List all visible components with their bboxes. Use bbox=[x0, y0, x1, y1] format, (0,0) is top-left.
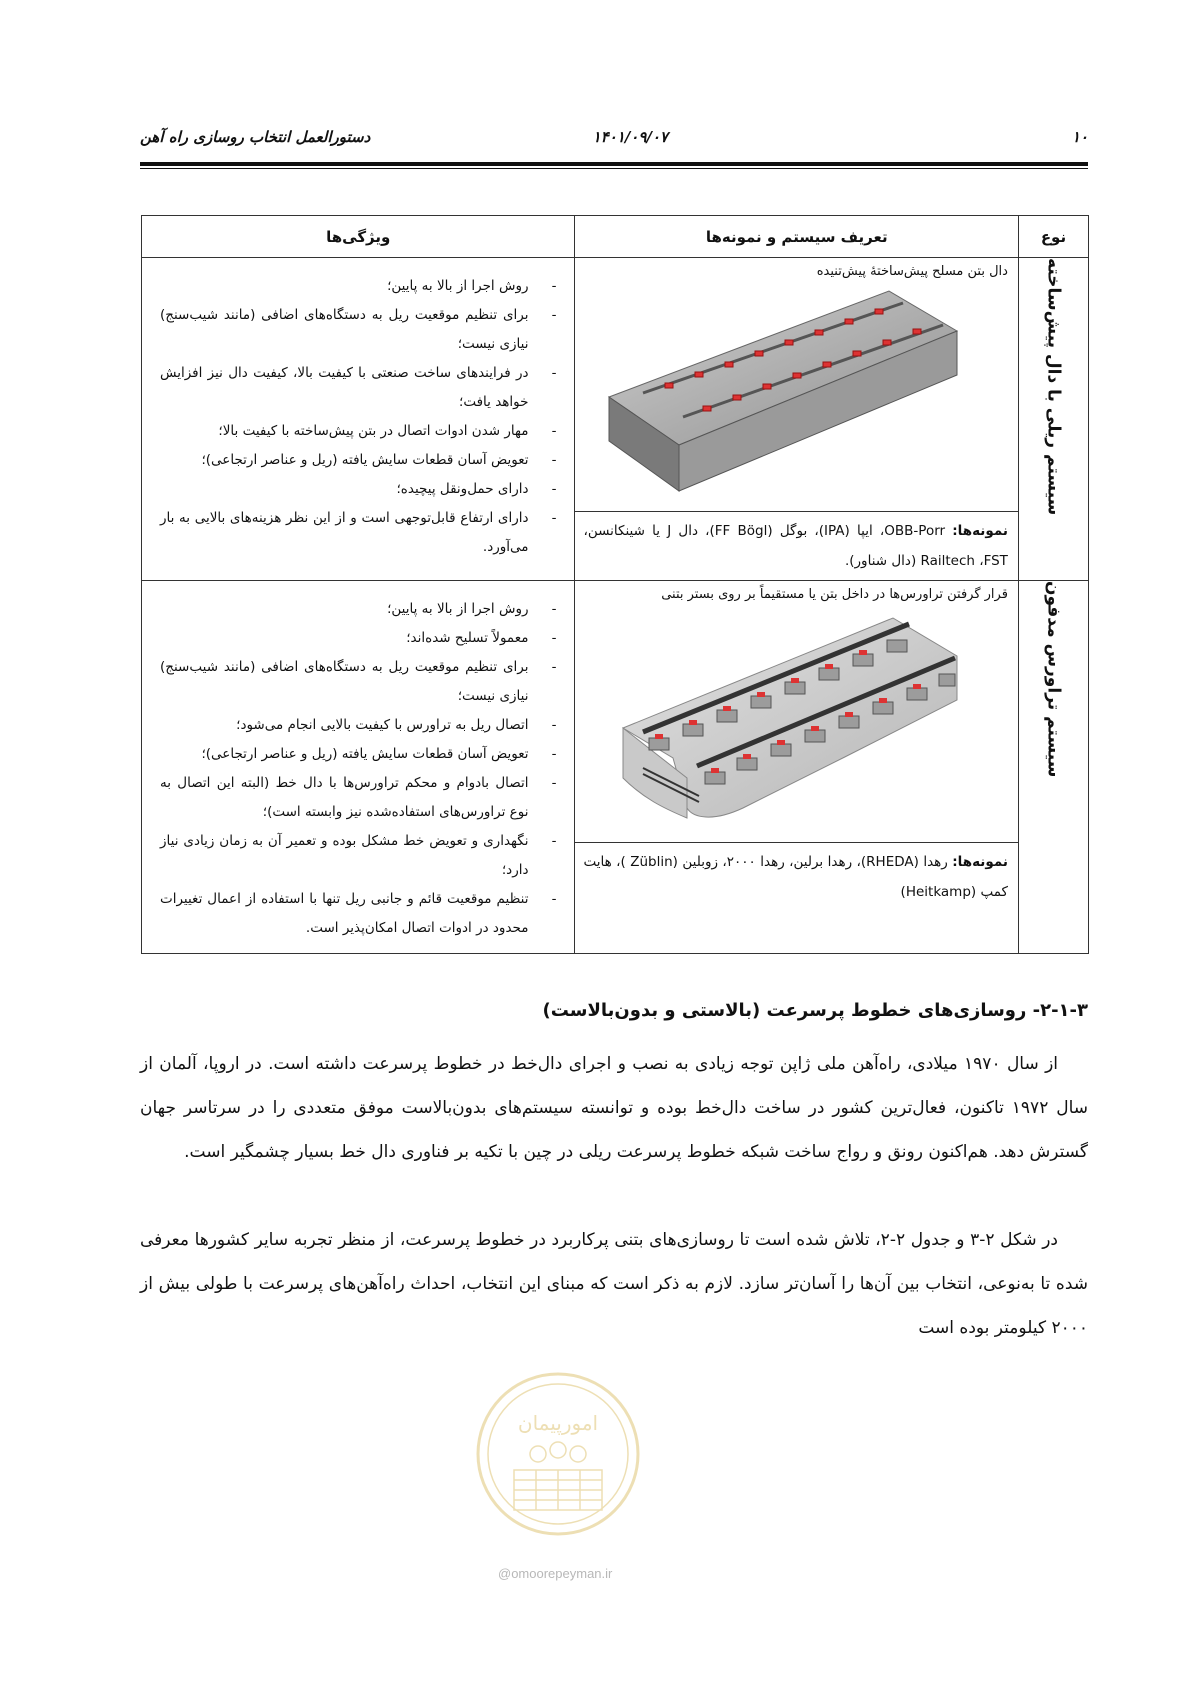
page-header bbox=[140, 128, 1088, 156]
examples-text bbox=[575, 843, 1017, 911]
list-item: - تنظیم موقعیت قائم و جانبی ریل تنها با استفاده از اعمال تغییرات محدود در ادوات اتصال امکان‌پذیر است. bbox=[160, 885, 562, 943]
list-item: - دارای ارتفاع قابل‌توجهی است و از این نظر هزینه‌های بالایی به بار می‌آورد. bbox=[160, 504, 562, 562]
watermark-logo bbox=[474, 1370, 642, 1538]
list-item: - برای تنظیم موقعیت ریل به دستگاه‌های اضافی (مانند شیب‌سنج) نیازی نیست؛ bbox=[160, 653, 562, 711]
list-item: - برای تنظیم موقعیت ریل به دستگاه‌های اضافی (مانند شیب‌سنج) نیازی نیست؛ bbox=[160, 301, 562, 359]
system-definition: دال بتن مسلح پیش‌ساختهٔ پیش‌تنیده bbox=[816, 264, 1008, 279]
list-item: - اتصال ریل به تراورس با کیفیت بالایی انجام می‌شود؛ bbox=[160, 711, 562, 740]
examples-list: رهدا (RHEDA)، رهدا برلین، رهدا ۲۰۰۰، زوبلین (Züblin )، هایت کمپ (Heitkamp) bbox=[583, 854, 1008, 900]
system-definition: قرار گرفتن تراورس‌ها در داخل بتن یا مستقیماً بر روی بستر بتنی bbox=[661, 587, 1008, 602]
system-type-label: سیستم تراورس مدفون bbox=[1043, 581, 1064, 778]
page-number: ۱۰ bbox=[1071, 128, 1088, 146]
document-title: دستورالعمل انتخاب روسازی راه آهن bbox=[140, 128, 371, 146]
header-date: ۱۴۰۱/۰۹/۰۷ bbox=[592, 128, 668, 146]
features-list bbox=[142, 258, 574, 572]
table-row bbox=[142, 581, 1089, 954]
definition-cell bbox=[575, 258, 1018, 581]
list-item: - مهار شدن ادوات اتصال در بتن پیش‌ساخته با کیفیت بالا؛ bbox=[160, 417, 562, 446]
header-rule-thick bbox=[140, 162, 1088, 166]
watermark-url: @omoorepeyman.ir bbox=[498, 1566, 613, 1581]
type-cell bbox=[1018, 581, 1088, 954]
systems-table bbox=[141, 215, 1089, 954]
embedded-sleeper-illustration bbox=[575, 602, 1017, 842]
table-header-row bbox=[142, 216, 1089, 258]
examples-label: نمونه‌ها: bbox=[952, 854, 1008, 870]
list-item: - در فرایندهای ساخت صنعتی با کیفیت بالا، کیفیت دال نیز افزایش خواهد یافت؛ bbox=[160, 359, 562, 417]
examples-text bbox=[575, 512, 1017, 580]
header-rule-thin bbox=[140, 168, 1088, 169]
list-item: - دارای حمل‌ونقل پیچیده؛ bbox=[160, 475, 562, 504]
system-type-label: سیستم ریلی با دال پیش‌ساخته bbox=[1043, 258, 1064, 516]
features-list bbox=[142, 581, 574, 953]
body-paragraph: در شکل ۲-۳ و جدول ۲-۲، تلاش شده است تا روسازی‌های بتنی پرکاربرد در خطوط پرسرعت، از منظر تجربه سایر کشورها معرفی شده تا به‌نوعی، انتخاب بین آن‌ها را آسان‌تر سازد. لازم به ذکر است که مبنای این انتخاب، احداث راه‌آهن‌های پرسرعت با طولی بیش از ۲۰۰۰ کیلومتر بوده است bbox=[140, 1230, 1088, 1338]
features-cell bbox=[142, 258, 575, 581]
features-cell bbox=[142, 581, 575, 954]
examples-label: نمونه‌ها: bbox=[952, 523, 1008, 539]
list-item: - معمولاً تسلیح شده‌اند؛ bbox=[160, 624, 562, 653]
watermark-logo-text: امورپیمان bbox=[517, 1411, 599, 1435]
header-features: ویژگی‌ها bbox=[142, 216, 575, 258]
header-type: نوع bbox=[1018, 216, 1088, 258]
table-row bbox=[142, 258, 1089, 581]
examples-list: OBB-Porr، ایپا (IPA)، بوگل (FF Bögl)، دال J یا شینکانسن، Railtech ،FST (دال شناور). bbox=[583, 523, 1008, 569]
type-cell bbox=[1018, 258, 1088, 581]
list-item: - اتصال بادوام و محکم تراورس‌ها با دال خط (البته این اتصال به نوع تراورس‌های استفاده‌شده نیز وابسته است)؛ bbox=[160, 769, 562, 827]
list-item: - تعویض آسان قطعات سایش یافته (ریل و عناصر ارتجاعی)؛ bbox=[160, 446, 562, 475]
body-paragraph: از سال ۱۹۷۰ میلادی، راه‌آهن ملی ژاپن توجه زیادی به نصب و اجرای دال‌خط در خطوط پرسرعت داشته است. در اروپا، آلمان از سال ۱۹۷۲ تاکنون، فعال‌ترین کشور در ساخت دال‌خط بوده و توانسته سیستم‌های بدون‌بالاست موفق متعددی را در سرتاسر جهان گسترش دهد. هم‌اکنون رونق و رواج ساخت شبکه خطوط پرسرعت ریلی در چین با تکیه بر فناوری دال خط بسیار چشمگیر است. bbox=[140, 1054, 1088, 1162]
precast-slab-illustration bbox=[575, 279, 1017, 511]
list-item: - روش اجرا از بالا به پایین؛ bbox=[160, 272, 562, 301]
header-definition: تعریف سیستم و نمونه‌ها bbox=[575, 216, 1018, 258]
section-heading: ۲-۱-۳- روسازی‌های خطوط پرسرعت (بالاستی و بدون‌بالاست) bbox=[542, 1000, 1088, 1021]
list-item: - تعویض آسان قطعات سایش یافته (ریل و عناصر ارتجاعی)؛ bbox=[160, 740, 562, 769]
list-item: - نگهداری و تعویض خط مشکل بوده و تعمیر آن به زمان زیادی نیاز دارد؛ bbox=[160, 827, 562, 885]
list-item: - روش اجرا از بالا به پایین؛ bbox=[160, 595, 562, 624]
definition-cell bbox=[575, 581, 1018, 954]
